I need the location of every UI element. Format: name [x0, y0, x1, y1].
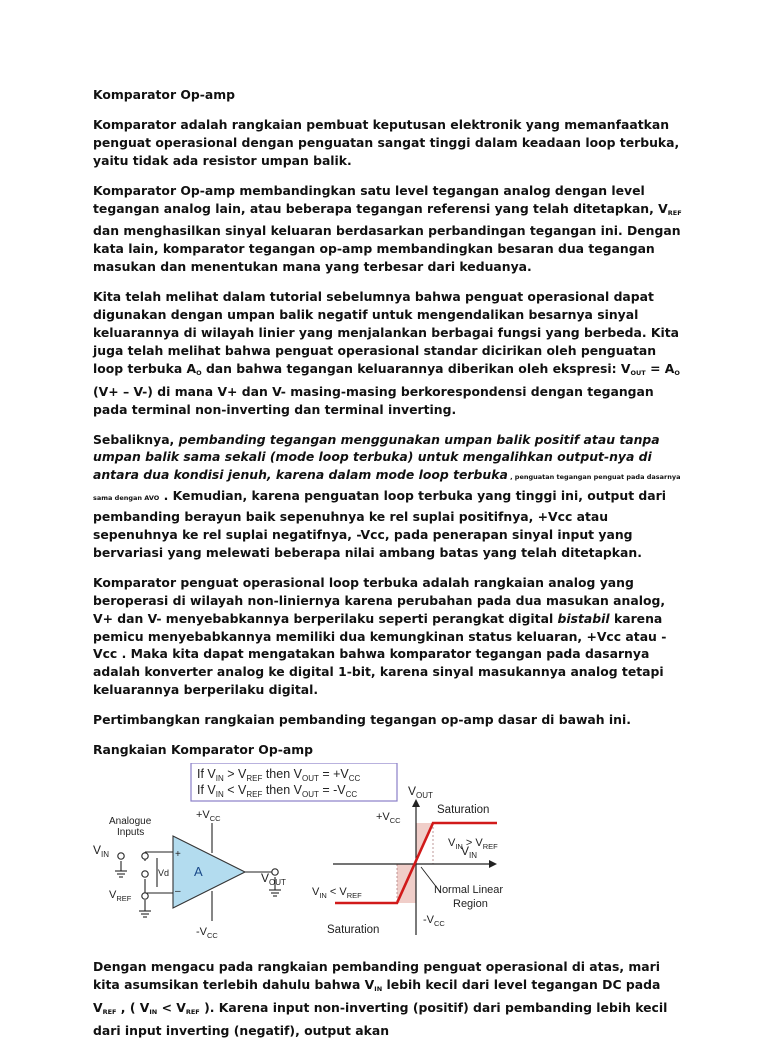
vref-terminal-top: [142, 871, 148, 877]
plus-input-sign: +: [175, 849, 181, 860]
saturation-top-label: Saturation: [437, 804, 490, 816]
doc-title: Komparator Op-amp: [93, 87, 236, 102]
graph-vout-label: $V_{OUT}$: [408, 784, 433, 800]
comparator-figure: [93, 763, 683, 946]
vref-terminal: [142, 893, 148, 899]
paragraph-3: Kita telah melihat dalam tutorial sebelumnya bahwa penguat operasional dapat digunakan dengan umpan balik negatif untuk mengendalikan besarnya sinyal keluarannya di wilayah linier yang menjalankan berbagai fungsi yang berbeda. Kita juga telah melihat bahwa penguat operasional standar dicirikan oleh penguatan loop terbuka $A_O$ dan bahwa tegangan keluarannya diberikan oleh ekspresi: $V_{OUT} = A_O$ (V+ – V-) di mana V+ dan V- masing-masing berkorespondensi dengan tegangan pada terminal non-inverting dan terminal inverting.: [93, 289, 680, 417]
normal-linear-label-2: Region: [453, 898, 488, 910]
circuit-vcc-neg: $-V_{CC}$: [196, 926, 218, 940]
vin-less-label: $V_{IN} < V_{REF}$: [312, 886, 362, 900]
vin-greater-label: $V_{IN} > V_{REF}$: [448, 837, 498, 851]
condition-line-1: If $V_{IN} > V_{REF}$ then $V_{OUT} = +V_{CC}$: [197, 767, 361, 783]
vin-terminal: [142, 853, 148, 859]
paragraph-5: Komparator penguat operasional loop terbuka adalah rangkaian analog yang beroperasi di wilayah non-liniernya karena perubahan pada dua masukan analog, V+ dan V- menyebabkannya berperilaku seperti perangkat digital bistabil karena pemicu menyebabkannya memiliki dua kemungkinan status keluaran, +Vcc atau -Vcc . Maka kita dapat mengatakan bahwa komparator tegangan pada dasarnya adalah konverter analog ke digital 1-bit, karena sinyal masukannya analog tetapi keluarannya berperilaku digital.: [93, 574, 667, 698]
graph-vcc-pos: $+V_{CC}$: [376, 811, 401, 825]
analogue-inputs-label-2: Inputs: [117, 827, 145, 838]
vout-terminal: [272, 869, 278, 875]
comparator-diagram: [93, 763, 683, 946]
circuit-vin-label: $V_{IN}$: [93, 843, 110, 859]
circuit-vout-label: $V_{OUT}$: [261, 871, 286, 887]
paragraph-1: Komparator adalah rangkaian pembuat keputusan elektronik yang memanfaatkan penguat operasional dengan penguatan sangat tinggi dalam keadaan loop terbuka, yaitu tidak ada resistor umpan balik.: [93, 116, 680, 168]
analogue-inputs-label-1: Analogue: [109, 816, 152, 827]
transfer-graph: [333, 799, 497, 935]
paragraph-6: Pertimbangkan rangkaian pembanding tegangan op-amp dasar di bawah ini.: [93, 712, 631, 728]
minus-input-sign: –: [175, 886, 181, 897]
op-amp-triangle: [173, 836, 245, 908]
condition-line-2: If $V_{IN} < V_{REF}$ then $V_{OUT} = -V_{CC}$: [197, 783, 358, 799]
amp-gain-label: A: [194, 864, 203, 879]
paragraph-7: Dengan mengacu pada rangkaian pembanding penguat operasional di atas, mari kita asumsikan terlebih dahulu bahwa $V_{IN}$ lebih kecil dari level tegangan DC pada $V_{REF}$ , ( $V_{IN} < V_{REF}$ ). Karena input non-inverting (positif) dari pembanding lebih kecil dari input inverting (negatif), output akan: [93, 959, 668, 1038]
paragraph-4: Sebaliknya, pembanding tegangan menggunakan umpan balik positif atau tanpa umpan balik sama sekali (mode loop terbuka) untuk mengalihkan output-nya di antara dua kondisi jenuh, karena dalam mode loop terbuka , penguatan tegangan penguat pada dasarnya sama dengan AVO . Kemudian, karena penguatan loop terbuka yang tinggi ini, output dari pembanding berayun baik sepenuhnya ke rel suplai positifnya, +Vcc atau sepenuhnya ke rel suplai negatifnya, -Vcc, pada penerapan sinyal input yang bervariasi yang melewati beberapa nilai ambang batas yang telah ditetapkan.: [93, 431, 681, 560]
normal-linear-label-1: Normal Linear: [434, 884, 504, 896]
paragraph-2: Komparator Op-amp membandingkan satu level tegangan analog dengan level tegangan analog lain, atau beberapa tegangan referensi yang telah ditetapkan, $V_{REF}$ dan menghasilkan sinyal keluaran berdasarkan perbandingan tegangan ini. Dengan kata lain, komparator tegangan op-amp membandingkan besaran dua tegangan masukan dan menentukan mana yang terbesar dari keduanya.: [93, 182, 682, 275]
graph-vcc-neg: $-V_{CC}$: [423, 914, 445, 928]
circuit-vcc-pos: $+V_{CC}$: [196, 809, 221, 823]
vin-ground-terminal: [118, 853, 124, 859]
vd-label: Vd: [158, 868, 170, 878]
graph-vin-label: $V_{IN}$: [461, 844, 478, 860]
circuit-vref-label: $V_{REF}$: [109, 889, 132, 903]
document-page: [93, 86, 683, 1040]
saturation-bottom-label: Saturation: [327, 924, 380, 936]
figure-heading: Rangkaian Komparator Op-amp: [93, 742, 313, 758]
